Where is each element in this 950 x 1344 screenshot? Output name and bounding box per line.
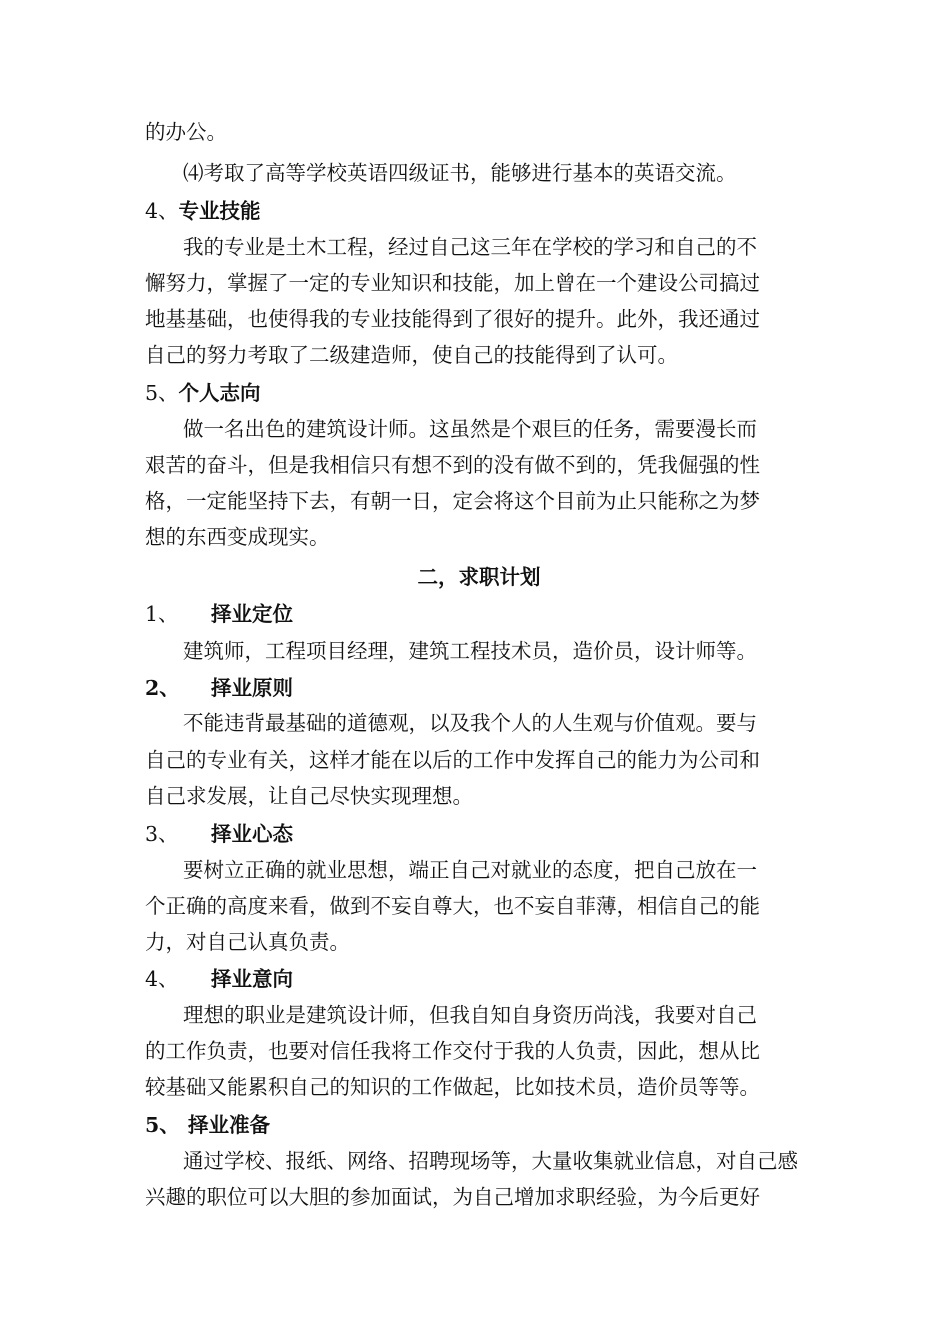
paragraph-line: 自己的努力考取了二级建造师，使自己的技能得到了认可。 [145,343,678,367]
paragraph-line: 做一名出色的建筑设计师。这虽然是个艰巨的任务，需要漫长而 [183,417,757,441]
paragraph-line: 通过学校、报纸、网络、招聘现场等，大量收集就业信息，对自己感 [183,1149,798,1173]
paragraph-line: 个正确的高度来看，做到不妄自尊大，也不妄自菲薄，相信自己的能 [145,894,760,918]
chapter-title: 二，求职计划 [417,565,541,589]
section-title: 择业定位 [211,602,293,626]
section-title: 择业准备 [188,1113,270,1137]
section-title: 择业意向 [211,967,293,991]
paragraph-line: 我的专业是土木工程，经过自己这三年在学校的学习和自己的不 [183,235,757,259]
section-number: 1、 [145,602,179,626]
section-heading [145,673,813,703]
section-heading [145,1110,813,1140]
section-title: 择业原则 [211,676,293,700]
paragraph-line: 的工作负责，也要对信任我将工作交付于我的人负责，因此，想从比 [145,1039,760,1063]
paragraph-line: 自己的专业有关，这样才能在以后的工作中发挥自己的能力为公司和 [145,748,760,772]
section-number: 5、 [145,381,179,405]
paragraph-line: 理想的职业是建筑设计师，但我自知自身资历尚浅，我要对自己 [183,1003,757,1027]
paragraph-line: 不能违背最基础的道德观，以及我个人的人生观与价值观。要与 [183,711,757,735]
section-heading [145,964,813,994]
section-heading [145,196,813,226]
section-number: 4、 [145,967,179,991]
paragraph-line: 地基基础，也使得我的专业技能得到了很好的提升。此外，我还通过 [145,307,760,331]
paragraph-line: 懈努力，掌握了一定的专业知识和技能，加上曾在一个建设公司搞过 [145,271,760,295]
section-heading [145,599,813,629]
section-number: 3、 [145,822,179,846]
paragraph-line: 较基础又能累积自己的知识的工作做起，比如技术员，造价员等等。 [145,1075,760,1099]
section-number: 4、 [145,199,179,223]
paragraph-line: 力，对自己认真负责。 [145,930,350,954]
paragraph-line: 想的东西变成现实。 [145,525,330,549]
section-heading [145,819,813,849]
section-title: 专业技能 [178,199,261,223]
paragraph-line: 建筑师，工程项目经理，建筑工程技术员，造价员，设计师等。 [183,639,757,663]
paragraph-line: 要树立正确的就业思想，端正自己对就业的态度，把自己放在一 [183,858,757,882]
section-title: 择业心态 [211,822,293,846]
section-heading [145,378,813,408]
section-title: 个人志向 [178,381,261,405]
paragraph-line: 的办公。 [145,120,227,144]
paragraph-line: 兴趣的职位可以大胆的参加面试，为自己增加求职经验，为今后更好 [145,1185,760,1209]
section-number: 2、 [145,676,180,700]
paragraph-line: 艰苦的奋斗，但是我相信只有想不到的没有做不到的，凭我倔强的性 [145,453,760,477]
paragraph-line: 自己求发展，让自己尽快实现理想。 [145,784,473,808]
section-number: 5、 [145,1113,180,1137]
paragraph-line: 格，一定能坚持下去，有朝一日，定会将这个目前为止只能称之为梦 [145,489,760,513]
paragraph-line: ⑷考取了高等学校英语四级证书，能够进行基本的英语交流。 [183,161,737,185]
